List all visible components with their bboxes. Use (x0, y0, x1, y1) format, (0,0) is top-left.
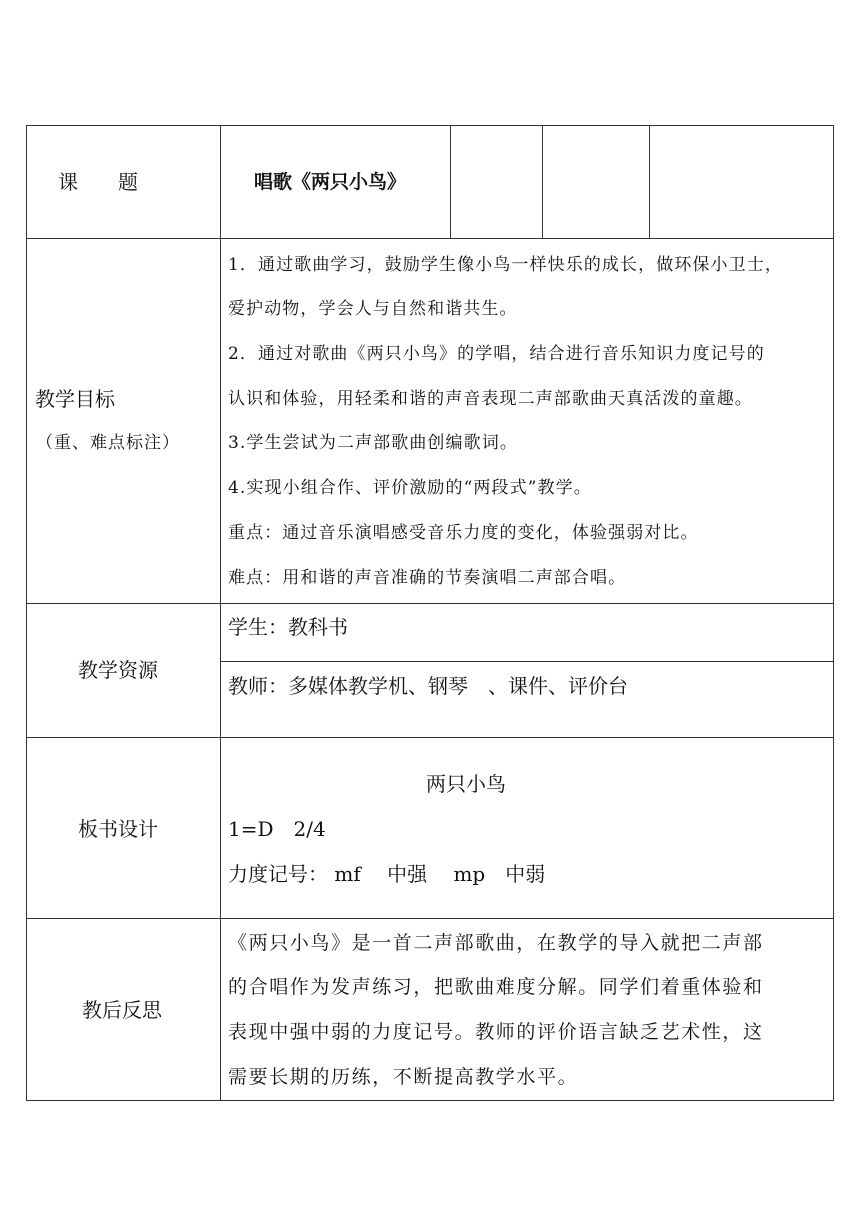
header-divider (450, 125, 451, 238)
lesson-plan-table (26, 125, 834, 1101)
lesson-title: 唱歌《两只小鸟》 (254, 171, 407, 193)
subject-label: 课 题 (58, 170, 138, 194)
reflection-line: 需要长期的历练，不断提高教学水平。 (228, 1066, 579, 1088)
objective-line: 爱护动物，学会人与自然和谐共生。 (228, 299, 518, 319)
objectives-label: 教学目标 (35, 387, 115, 411)
resource-divider (220, 661, 834, 662)
column-divider (220, 125, 221, 1101)
row-divider (26, 737, 834, 738)
table-border-bottom (26, 1100, 834, 1101)
difficulty-line: 难点：用和谐的声音准确的节奏演唱二声部合唱。 (228, 568, 627, 588)
reflection-line: 《两只小鸟》是一首二声部歌曲，在教学的导入就把二声部 (228, 932, 764, 954)
header-divider (649, 125, 650, 238)
objective-line: 4.实现小组合作、评价激励的“两段式”教学。 (228, 478, 592, 498)
objectives-sublabel: （重、难点标注） (36, 433, 180, 453)
objective-line: 认识和体验，用轻柔和谐的声音表现二声部歌曲天真活泼的童趣。 (228, 389, 753, 409)
student-resources: 学生：教科书 (228, 615, 348, 639)
reflection-label: 教后反思 (82, 998, 162, 1022)
reflection-line: 的合唱作为发声练习，把歌曲难度分解。同学们着重体验和 (228, 976, 764, 998)
teacher-resources: 教师：多媒体教学机、钢琴 、课件、评价台 (228, 674, 628, 698)
reflection-line: 表现中强中弱的力度记号。教师的评价语言缺乏艺术性，这 (228, 1021, 764, 1043)
resources-label: 教学资源 (78, 658, 158, 682)
board-key: 1=D 2/4 (228, 817, 326, 841)
table-border-left (26, 125, 27, 1101)
row-divider (26, 918, 834, 919)
objective-line: 1．通过歌曲学习，鼓励学生像小鸟一样快乐的成长，做环保小卫士， (228, 255, 783, 275)
table-border-right (833, 125, 834, 1101)
table-border-top (26, 125, 834, 126)
header-divider (542, 125, 543, 238)
board-dynamics: 力度记号： mf 中强 mp 中弱 (228, 862, 546, 886)
board-label: 板书设计 (78, 817, 158, 841)
row-divider (26, 238, 834, 239)
objective-line: 2．通过对歌曲《两只小鸟》的学唱，结合进行音乐知识力度记号的 (228, 344, 765, 364)
row-divider (26, 603, 834, 604)
key-point-line: 重点：通过音乐演唱感受音乐力度的变化，体验强弱对比。 (228, 523, 699, 543)
objective-line: 3.学生尝试为二声部歌曲创编歌词。 (228, 433, 518, 453)
board-heading: 两只小鸟 (426, 772, 506, 796)
